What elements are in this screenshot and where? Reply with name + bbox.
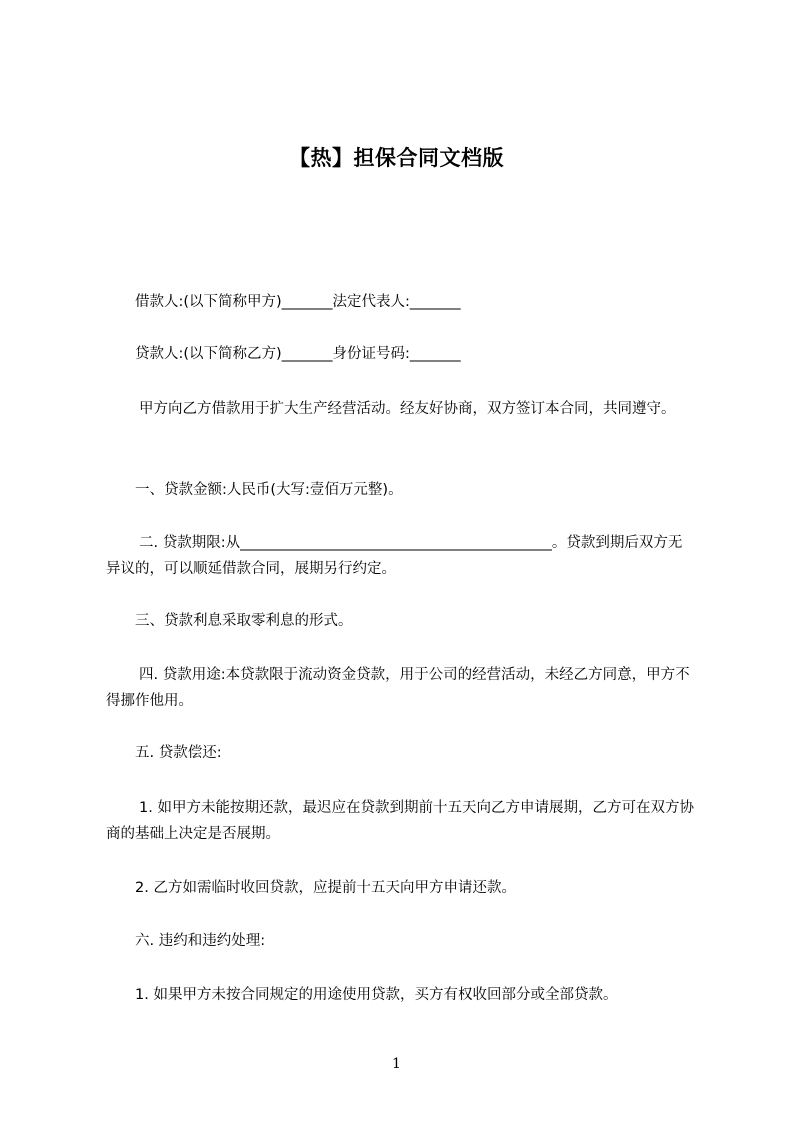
paragraph-breach-heading: 六. 违约和违约处理:: [135, 933, 266, 949]
paragraph-loan-amount: 一、贷款金额:人民币(大写:壹佰万元整)。: [135, 482, 403, 498]
paragraph-loan-interest: 三、贷款利息采取零利息的形式。: [135, 613, 353, 629]
paragraph-lender: 贷款人:(以下简称乙方)_______身份证号码:_______: [135, 346, 461, 362]
paragraph-loan-purpose: 四. 贷款用途:本贷款限于流动资金贷款，用于公司的经营活动，未经乙方同意，甲方不得挪作他用。: [106, 667, 690, 709]
page-number: 1: [392, 1056, 401, 1072]
paragraph-breach-1: 1. 如果甲方未按合同规定的用途使用贷款，买方有权收回部分或全部贷款。: [135, 987, 618, 1003]
paragraph-borrower: 借款人:(以下简称甲方)_______法定代表人:_______: [135, 294, 461, 310]
paragraph-loan-term: 二. 贷款期限:从___________________________________________。贷款到期后双方无异议的，可以顺延借款合同，展期另行约定。: [106, 535, 683, 577]
document-title: 【热】担保合同文档版: [289, 146, 504, 170]
paragraph-repayment-heading: 五. 贷款偿还:: [135, 745, 222, 761]
paragraph-intro: 甲方向乙方借款用于扩大生产经营活动。经友好协商，双方签订本合同，共同遵守。: [139, 401, 676, 417]
paragraph-repayment-1: 1. 如甲方未能按期还款，最迟应在贷款到期前十五天向乙方申请展期，乙方可在双方协商的基础上决定是否展期。: [106, 800, 694, 842]
paragraph-repayment-2: 2. 乙方如需临时收回贷款，应提前十五天向甲方申请还款。: [135, 880, 516, 896]
